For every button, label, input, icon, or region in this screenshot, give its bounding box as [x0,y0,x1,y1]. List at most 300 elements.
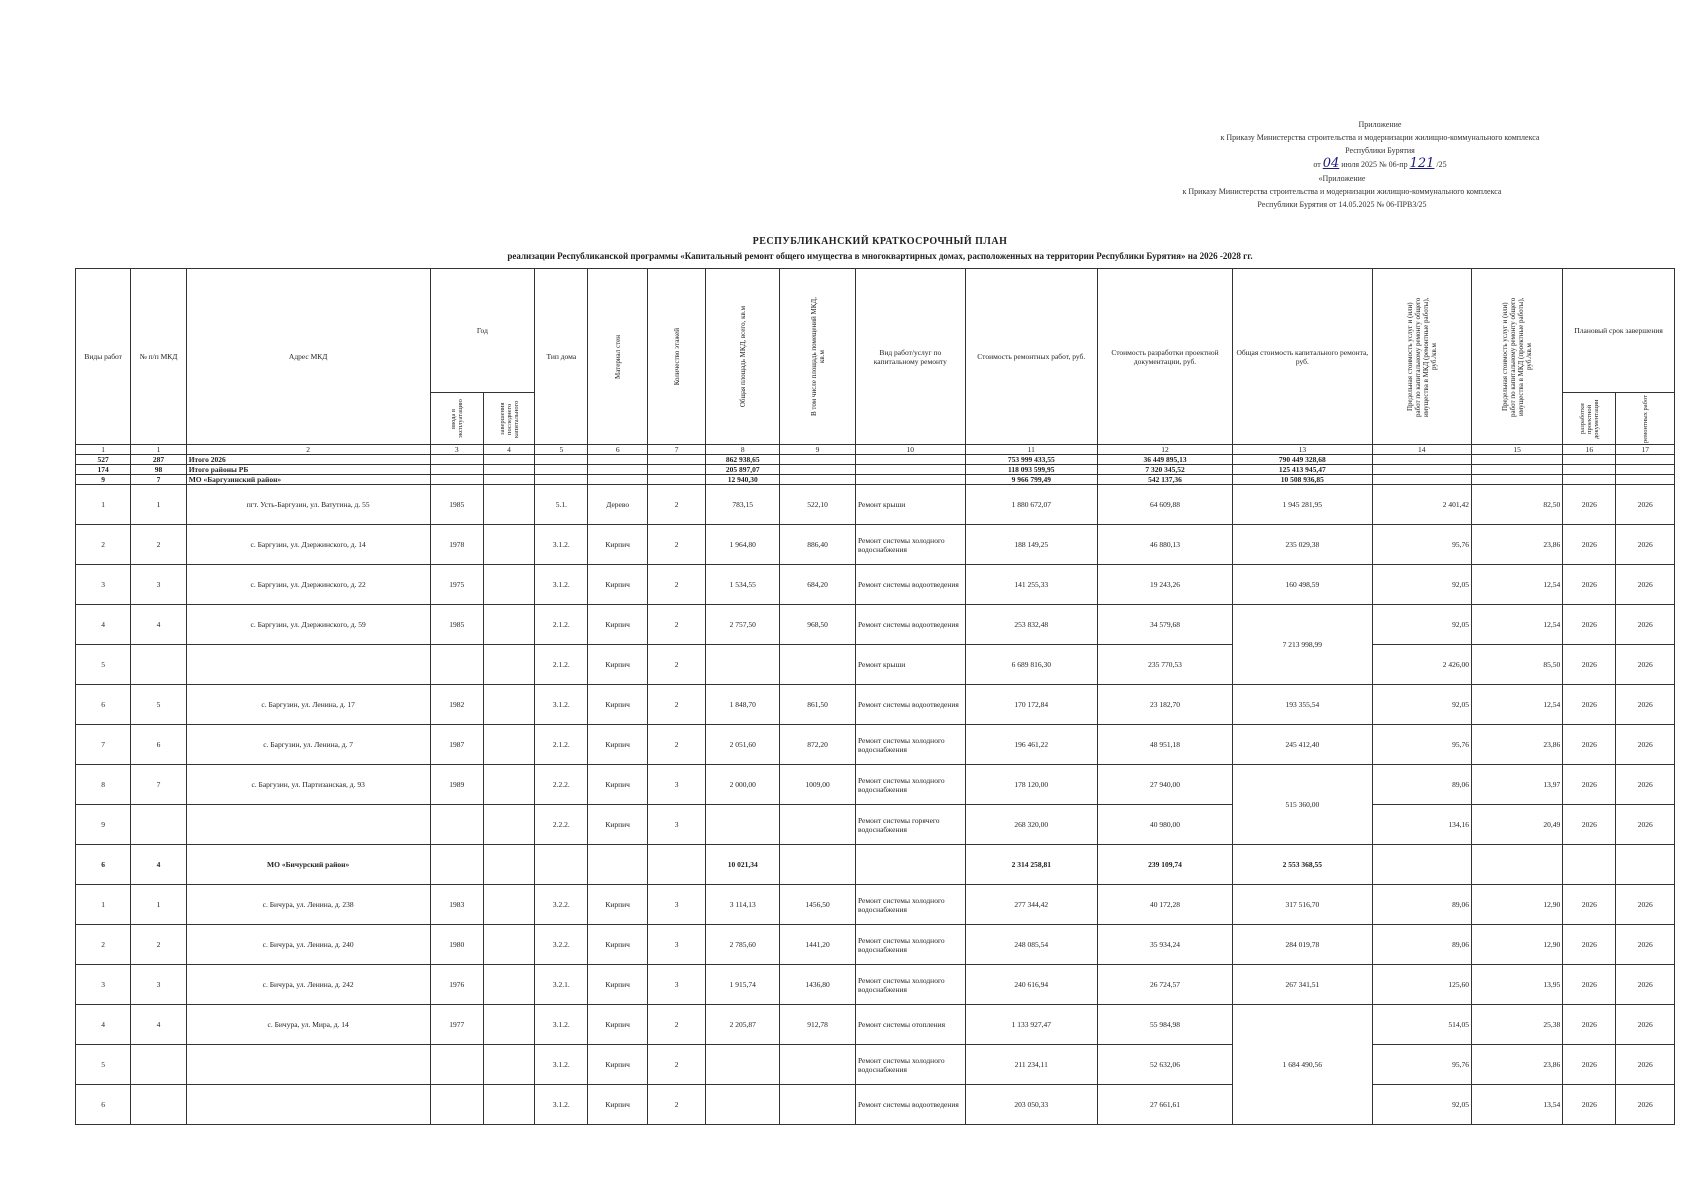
header-wall-material: Материал стен [588,269,647,445]
table-cell: 13,97 [1471,765,1562,805]
table-cell [1471,465,1562,475]
table-cell: 2026 [1616,685,1675,725]
table-cell: 1987 [430,725,483,765]
table-cell: 196 461,22 [965,725,1097,765]
table-cell [706,1045,780,1085]
table-cell [780,465,856,475]
plan-table [75,268,1675,1125]
table-cell: Кирпич [588,525,647,565]
table-cell: 2026 [1563,965,1616,1005]
table-cell [186,805,430,845]
col-number: 16 [1563,445,1616,455]
column-numbers-row [76,445,1675,455]
table-cell: 95,76 [1372,1045,1471,1085]
table-cell: 3 [131,565,186,605]
header-row [76,269,1675,393]
table-cell: Ремонт системы холодного водоснабжения [855,1045,965,1085]
order-number-handwritten: 121 [1409,156,1435,171]
table-cell [430,455,483,465]
table-cell: 2026 [1563,525,1616,565]
table-cell: 2026 [1616,1085,1675,1125]
table-cell [483,965,534,1005]
table-cell [483,485,534,525]
table-cell: 3 [131,965,186,1005]
table-cell: 790 449 328,68 [1233,455,1372,465]
table-cell [1563,465,1616,475]
table-cell: 2.2.2. [535,765,588,805]
table-cell [780,1045,856,1085]
table-cell: 2.1.2. [535,645,588,685]
table-cell: 5 [76,645,131,685]
table-cell: 3.2.1. [535,965,588,1005]
table-cell: 2 [647,1005,705,1045]
header-deadline: Плановый срок завершения [1563,269,1675,393]
table-cell: 2026 [1563,1045,1616,1085]
table-cell: 2026 [1616,805,1675,845]
table-cell: 287 [131,455,186,465]
table-cell: Ремонт системы холодного водоснабжения [855,765,965,805]
table-cell: 141 255,33 [965,565,1097,605]
table-cell: 2026 [1616,965,1675,1005]
table-cell: Ремонт крыши [855,485,965,525]
date-prefix: от [1313,160,1321,169]
table-cell [588,475,647,485]
table-cell: 277 344,42 [965,885,1097,925]
table-cell [430,845,483,885]
table-cell: 2026 [1563,605,1616,645]
table-cell: Кирпич [588,1005,647,1045]
table-cell: 1 [76,485,131,525]
table-cell: 2026 [1563,1005,1616,1045]
table-cell: 2026 [1616,605,1675,645]
table-cell [1372,465,1471,475]
col-number: 7 [647,445,705,455]
table-cell: 12,54 [1471,605,1562,645]
table-cell [483,605,534,645]
table-cell [483,525,534,565]
table-cell: 3 [76,565,131,605]
table-cell: 1436,80 [780,965,856,1005]
table-cell [588,845,647,885]
table-cell: 3.1.2. [535,525,588,565]
table-cell: 7 320 345,52 [1097,465,1232,475]
table-cell: 64 609,88 [1097,485,1232,525]
table-cell: с. Бичура, ул. Ленина, д. 240 [186,925,430,965]
table-cell: 862 938,65 [706,455,780,465]
table-cell: 6 [76,845,131,885]
table-row [76,605,1675,645]
table-cell: 861,50 [780,685,856,725]
table-cell: 235 029,38 [1233,525,1372,565]
table-cell: 3 [647,925,705,965]
approval-label: Приложение [1358,120,1402,129]
table-cell [186,1045,430,1085]
table-cell: 2026 [1563,1085,1616,1125]
table-cell [483,565,534,605]
table-cell: 19 243,26 [1097,565,1232,605]
table-cell: 3.1.2. [535,685,588,725]
table-cell: 125 413 945,47 [1233,465,1372,475]
table-cell [430,475,483,485]
table-row [76,565,1675,605]
table-cell: 1 848,70 [706,685,780,725]
table-cell: Кирпич [588,1085,647,1125]
table-cell: 170 172,84 [965,685,1097,725]
table-cell: Ремонт системы отопления [855,1005,965,1045]
table-cell: 2 [647,725,705,765]
header-year-commission: ввода в эксплуатацию [430,393,483,445]
table-cell [855,845,965,885]
table-cell: 783,15 [706,485,780,525]
table-cell: 12,54 [1471,565,1562,605]
table-cell: с. Баргузин, ул. Ленина, д. 7 [186,725,430,765]
table-cell: Кирпич [588,925,647,965]
table-cell: 248 085,54 [965,925,1097,965]
table-cell: 3.2.2. [535,925,588,965]
table-cell: 4 [131,1005,186,1045]
header-number: № п/п МКД [131,269,186,445]
table-cell [855,475,965,485]
table-cell: 3 [647,965,705,1005]
document-subtitle: реализации Республиканской программы «Капитальный ремонт общего имущества в многоквартирных домах, расположенных на территории Республики Бурятия» на 2026 -2028 гг. [507,251,1253,261]
table-cell: 12,90 [1471,925,1562,965]
table-cell: 2026 [1616,645,1675,685]
table-cell [483,765,534,805]
table-cell [1563,455,1616,465]
col-number: 17 [1616,445,1675,455]
table-cell: 7 [76,725,131,765]
table-cell: 2 [76,525,131,565]
table-cell: Итого районы РБ [186,465,430,475]
table-cell [1616,845,1675,885]
table-cell: 211 234,11 [965,1045,1097,1085]
table-cell [706,1085,780,1125]
table-row [76,885,1675,925]
table-cell [1372,475,1471,485]
table-cell: 89,06 [1372,925,1471,965]
municipality-row-bichura [76,845,1675,885]
table-cell: 2 [647,685,705,725]
col-number: 4 [483,445,534,455]
total-row-districts [76,465,1675,475]
table-cell [483,845,534,885]
table-cell [1372,455,1471,465]
table-row [76,1085,1675,1125]
table-cell: 267 341,51 [1233,965,1372,1005]
table-cell: 40 980,00 [1097,805,1232,845]
col-number: 9 [780,445,856,455]
table-cell: 2 757,50 [706,605,780,645]
table-cell: 2026 [1563,805,1616,845]
table-cell: 5.1. [535,485,588,525]
table-cell: 9 [76,805,131,845]
table-cell [535,465,588,475]
table-cell: 1989 [430,765,483,805]
header-year: Год [430,269,535,393]
table-cell: Кирпич [588,885,647,925]
table-cell: с. Бичура, ул. Ленина, д. 238 [186,885,430,925]
table-cell: 55 984,98 [1097,1005,1232,1045]
table-cell [430,805,483,845]
table-cell: 118 093 599,95 [965,465,1097,475]
table-cell: 2 401,42 [1372,485,1471,525]
date-suffix: июля 2025 № 06-пр [1341,160,1408,169]
approval-stamp [1080,118,1680,171]
table-cell: 2026 [1616,925,1675,965]
table-cell [780,1085,856,1125]
table-cell [647,475,705,485]
header-deadline-design: разработки проектной документации [1563,393,1616,445]
table-cell: 27 940,00 [1097,765,1232,805]
table-cell: 82,50 [1471,485,1562,525]
table-cell: 2026 [1563,565,1616,605]
table-cell: 1 964,80 [706,525,780,565]
header-house-type: Тип дома [535,269,588,445]
table-cell: 2 000,00 [706,765,780,805]
table-cell: 912,78 [780,1005,856,1045]
table-cell [483,725,534,765]
col-number: 13 [1233,445,1372,455]
table-cell: 2 [131,525,186,565]
table-cell [535,475,588,485]
table-cell: 1 945 281,95 [1233,485,1372,525]
table-cell: 92,05 [1372,1085,1471,1125]
table-cell: 178 120,00 [965,765,1097,805]
previous-approval-stamp [1002,172,1682,211]
table-cell: 3.1.2. [535,1005,588,1045]
table-cell: 1 534,55 [706,565,780,605]
table-cell: 5 [131,685,186,725]
header-work-types: Виды работ [76,269,131,445]
table-cell: 13,95 [1471,965,1562,1005]
table-cell: 5 [76,1045,131,1085]
table-cell: 2 [647,1085,705,1125]
table-cell: 2 [647,565,705,605]
table-cell: 92,05 [1372,565,1471,605]
table-cell [430,1045,483,1085]
header-year-last-repair: завершения последнего капитального [483,393,534,445]
table-cell: 684,20 [780,565,856,605]
col-number: 15 [1471,445,1562,455]
table-cell: 245 412,40 [1233,725,1372,765]
table-cell [483,465,534,475]
table-cell: Кирпич [588,645,647,685]
table-cell: 2026 [1616,525,1675,565]
table-cell: 3 [76,965,131,1005]
table-cell: 1985 [430,485,483,525]
table-cell: 284 019,78 [1233,925,1372,965]
table-cell: 2026 [1616,725,1675,765]
table-cell: 188 149,25 [965,525,1097,565]
table-cell: 2 [647,1045,705,1085]
table-cell: 2 314 258,81 [965,845,1097,885]
table-cell [588,465,647,475]
table-cell [1372,845,1471,885]
table-cell: МО «Баргузинский район» [186,475,430,485]
table-cell: 1982 [430,685,483,725]
table-cell [131,645,186,685]
table-cell: 1 684 490,56 [1233,1005,1372,1125]
table-cell: Кирпич [588,765,647,805]
table-cell: 134,16 [1372,805,1471,845]
table-cell: Ремонт системы холодного водоснабжения [855,925,965,965]
table-cell: Ремонт системы холодного водоснабжения [855,885,965,925]
table-cell: 6 [131,725,186,765]
table-cell: Ремонт системы водоотведения [855,1085,965,1125]
col-number: 3 [430,445,483,455]
prev-label: «Приложение [1318,174,1366,183]
col-number: 8 [706,445,780,455]
table-cell: 1978 [430,525,483,565]
table-cell: 12,90 [1471,885,1562,925]
table-cell: 515 360,00 [1233,765,1372,845]
col-number: 6 [588,445,647,455]
table-cell: 2.2.2. [535,805,588,845]
table-cell [588,455,647,465]
table-cell: 2 205,87 [706,1005,780,1045]
table-cell: 3 114,13 [706,885,780,925]
table-cell: 95,76 [1372,525,1471,565]
table-cell: 2026 [1563,685,1616,725]
table-cell: 7 [131,475,186,485]
table-cell: 1 880 672,07 [965,485,1097,525]
table-cell [1616,465,1675,475]
table-cell: 2026 [1563,885,1616,925]
table-cell [647,845,705,885]
table-cell: 4 [76,1005,131,1045]
table-cell: 12,54 [1471,685,1562,725]
table-cell [483,475,534,485]
table-cell: Кирпич [588,1045,647,1085]
table-cell: 2026 [1616,885,1675,925]
col-number: 2 [186,445,430,455]
table-row [76,645,1675,685]
table-cell [706,805,780,845]
table-cell: 205 897,07 [706,465,780,475]
table-cell [535,845,588,885]
table-cell [430,645,483,685]
table-cell [780,845,856,885]
table-cell: 160 498,59 [1233,565,1372,605]
table-cell: 2026 [1563,925,1616,965]
table-cell: 10 508 936,85 [1233,475,1372,485]
table-cell: 1977 [430,1005,483,1045]
table-cell: 52 632,06 [1097,1045,1232,1085]
table-cell: 27 661,61 [1097,1085,1232,1125]
table-cell: 20,49 [1471,805,1562,845]
table-cell [483,1085,534,1125]
header-address: Адрес МКД [186,269,430,445]
order-number-suffix: /25 [1436,160,1447,169]
table-cell: 2026 [1563,645,1616,685]
table-cell: Ремонт системы холодного водоснабжения [855,725,965,765]
header-work-kind: Вид работ/услуг по капитальному ремонту [855,269,965,445]
table-cell: 2026 [1616,565,1675,605]
table-cell: 2 [647,525,705,565]
table-cell: 1983 [430,885,483,925]
table-cell: 1 133 927,47 [965,1005,1097,1045]
table-cell: с. Баргузин, ул. Партизанская, д. 93 [186,765,430,805]
header-total-cost: Общая стоимость капитального ремонта, руб. [1233,269,1372,445]
table-cell: 1980 [430,925,483,965]
table-cell: 125,60 [1372,965,1471,1005]
table-cell [780,475,856,485]
table-cell: 92,05 [1372,685,1471,725]
col-number: 1 [76,445,131,455]
table-cell: 253 832,48 [965,605,1097,645]
table-cell [1471,475,1562,485]
table-cell: 89,06 [1372,765,1471,805]
table-cell: Кирпич [588,725,647,765]
table-cell: 1 [131,885,186,925]
table-cell: Итого 2026 [186,455,430,465]
table-cell: 1 [131,485,186,525]
table-cell: 89,06 [1372,885,1471,925]
col-number: 14 [1372,445,1471,455]
col-number: 12 [1097,445,1232,455]
table-cell: 6 [76,685,131,725]
table-cell [186,1085,430,1125]
table-cell: 12 940,30 [706,475,780,485]
table-cell: 3.1.2. [535,1085,588,1125]
table-cell: 3.1.2. [535,1045,588,1085]
table-cell: 26 724,57 [1097,965,1232,1005]
table-cell [1471,845,1562,885]
table-cell [483,685,534,725]
table-cell: 2026 [1563,485,1616,525]
table-cell: 4 [131,845,186,885]
table-cell: 85,50 [1471,645,1562,685]
table-row [76,1045,1675,1085]
table-cell: 6 [76,1085,131,1125]
table-cell: Ремонт системы холодного водоснабжения [855,965,965,1005]
table-cell: 13,54 [1471,1085,1562,1125]
approval-date [1080,157,1680,171]
approval-line1: к Приказу Министерства строительства и модернизации жилищно-коммунального комплекса [1220,133,1540,142]
table-cell: 7 [131,765,186,805]
table-cell: 268 320,00 [965,805,1097,845]
table-cell: 1975 [430,565,483,605]
table-cell: 25,38 [1471,1005,1562,1045]
table-cell [131,1085,186,1125]
table-cell: 522,10 [780,485,856,525]
table-cell: с. Баргузин, ул. Дзержинского, д. 59 [186,605,430,645]
table-cell: 317 516,70 [1233,885,1372,925]
table-cell: Дерево [588,485,647,525]
table-cell: Ремонт системы горячего водоснабжения [855,805,965,845]
table-cell: 527 [76,455,131,465]
table-cell: Ремонт системы холодного водоснабжения [855,525,965,565]
table-cell: МО «Бичурский район» [186,845,430,885]
table-cell: 3 [647,805,705,845]
table-cell [1471,455,1562,465]
table-cell: 3 [647,765,705,805]
table-cell: 4 [131,605,186,645]
table-cell: 46 880,13 [1097,525,1232,565]
header-deadline-repair: ремонтных работ [1616,393,1675,445]
table-cell: с. Баргузин, ул. Дзержинского, д. 14 [186,525,430,565]
table-cell: 23,86 [1471,1045,1562,1085]
header-limit-design: Предельная стоимость услуг и (или) работ по капитальному ремонту общего имущества в МКД (проектные работы), руб./кв.м [1471,269,1562,445]
table-cell: 872,20 [780,725,856,765]
table-cell [1563,845,1616,885]
table-cell: 2026 [1563,725,1616,765]
table-row [76,1005,1675,1045]
table-cell: 8 [76,765,131,805]
table-cell: 36 449 895,13 [1097,455,1232,465]
prev-line2: Республики Бурятия от 14.05.2025 № 06-ПРВ3/25 [1257,200,1427,209]
table-cell [855,465,965,475]
